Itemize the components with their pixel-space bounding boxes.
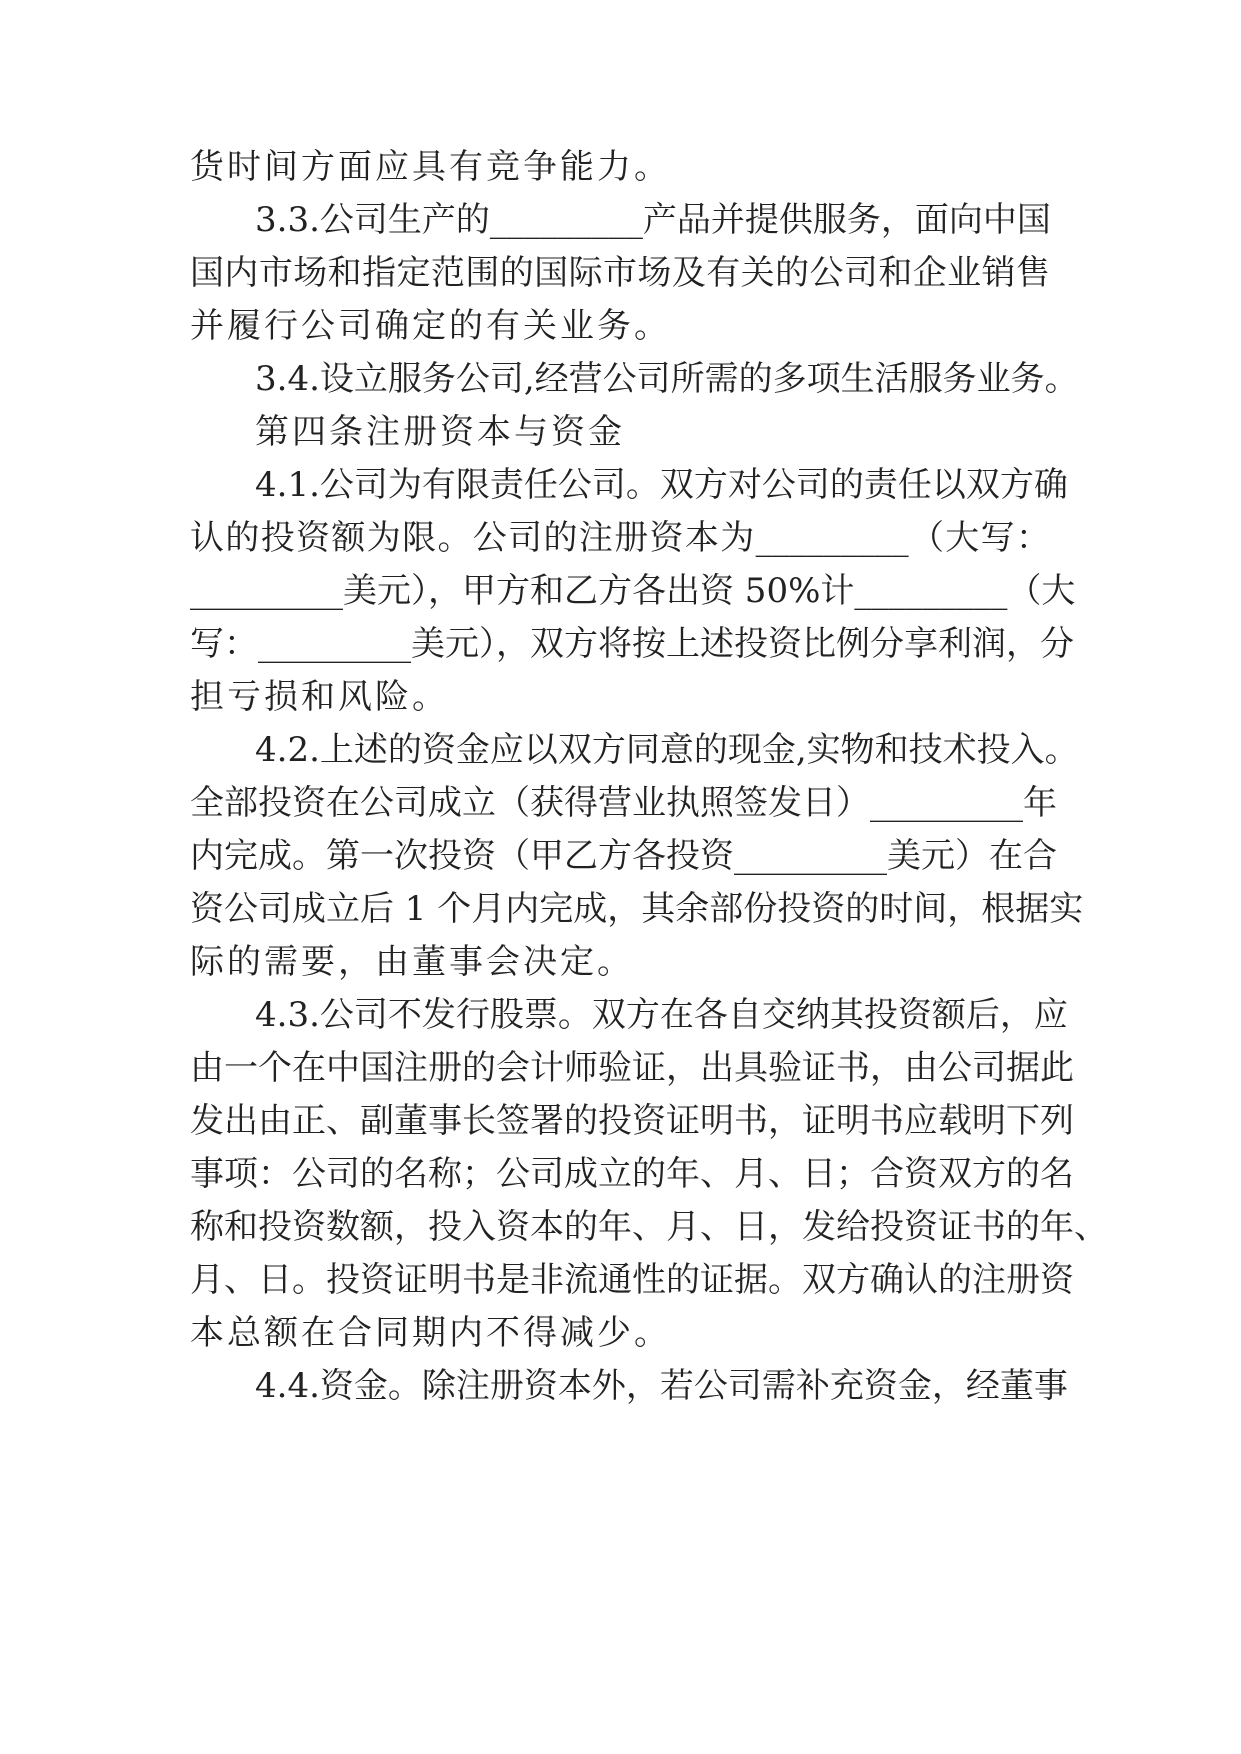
text-line: 全部投资在公司成立（获得营业执照签发日）_________年 — [190, 783, 1057, 823]
text-line: 际的需要，由董事会决定。 — [190, 942, 634, 982]
text-line: 4.3.公司不发行股票。双方在各自交纳其投资额后，应 — [255, 995, 1068, 1035]
text-line: 4.1.公司为有限责任公司。双方对公司的责任以双方确 — [255, 465, 1068, 505]
section-heading: 第四条注册资本与资金 — [255, 412, 625, 452]
text-line: 担亏损和风险。 — [190, 677, 449, 717]
text-line: 事项：公司的名称；公司成立的年、月、日；合资双方的名 — [190, 1154, 1074, 1194]
text-line: 本总额在合同期内不得减少。 — [190, 1313, 671, 1353]
text-line: _________美元），甲方和乙方各出资 50%计_________（大 — [190, 571, 1076, 611]
text-line: 4.4.资金。除注册资本外，若公司需补充资金，经董事 — [255, 1366, 1068, 1406]
text-line: 内完成。第一次投资（甲乙方各投资_________美元）在合 — [190, 836, 1057, 876]
text-line: 认的投资额为限。公司的注册资本为_________（大写： — [190, 518, 1050, 558]
text-line: 国内市场和指定范围的国际市场及有关的公司和企业销售 — [190, 253, 1050, 293]
text-line: 并履行公司确定的有关业务。 — [190, 306, 671, 346]
text-line: 货时间方面应具有竞争能力。 — [190, 147, 671, 187]
text-line: 写：_________美元），双方将按上述投资比例分享利润，分 — [190, 624, 1074, 664]
text-line: 3.4.设立服务公司,经营公司所需的多项生活服务业务。 — [255, 359, 1079, 399]
text-line: 资公司成立后 1 个月内完成，其余部份投资的时间，根据实 — [190, 889, 1084, 929]
text-line: 3.3.公司生产的_________产品并提供服务，面向中国 — [255, 200, 1051, 240]
text-line: 称和投资数额，投入资本的年、月、日，发给投资证书的年、 — [190, 1207, 1108, 1247]
text-line: 由一个在中国注册的会计师验证，出具验证书，由公司据此 — [190, 1048, 1074, 1088]
text-line: 月、日。投资证明书是非流通性的证据。双方确认的注册资 — [190, 1260, 1074, 1300]
text-line: 发出由正、副董事长签署的投资证明书，证明书应载明下列 — [190, 1101, 1074, 1141]
text-line: 4.2.上述的资金应以双方同意的现金,实物和技术投入。 — [255, 730, 1079, 770]
